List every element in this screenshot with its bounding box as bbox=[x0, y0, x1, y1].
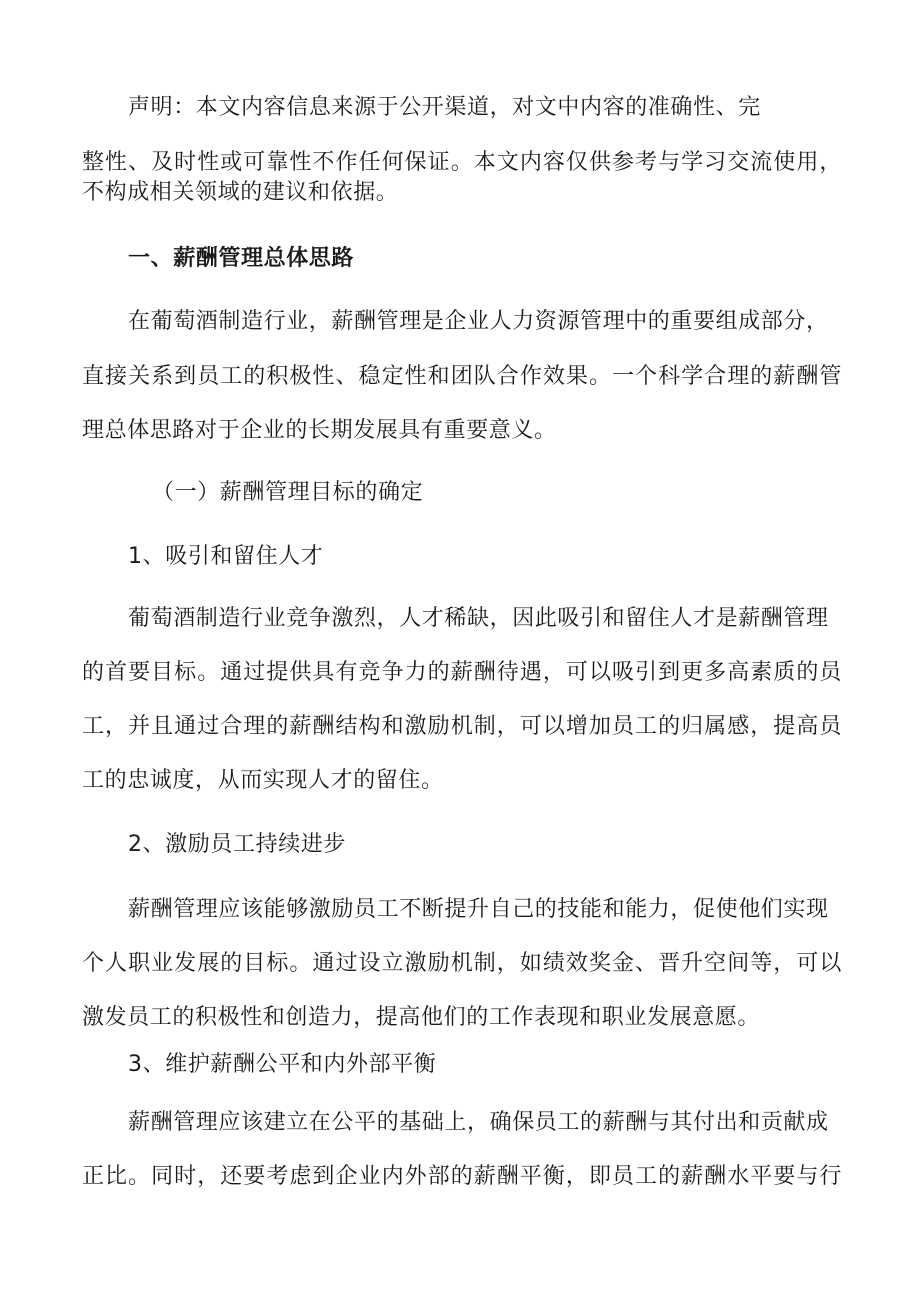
item1-line-4: 工的忠诚度，从而实现人才的留住。 bbox=[82, 768, 444, 793]
intro-line-3: 理总体思路对于企业的长期发展具有重要意义。 bbox=[82, 418, 557, 443]
item1-heading: 1、吸引和留住人才 bbox=[128, 544, 324, 569]
item3-line-1: 薪酬管理应该建立在公平的基础上，确保员工的薪酬与其付出和贡献成 bbox=[128, 1110, 829, 1135]
item3-heading: 3、维护薪酬公平和内外部平衡 bbox=[128, 1052, 437, 1077]
item1-line-3: 工，并且通过合理的薪酬结构和激励机制，可以增加员工的归属感，提高员 bbox=[82, 714, 842, 739]
item2-line-1: 薪酬管理应该能够激励员工不断提升自己的技能和能力，促使他们实现 bbox=[128, 897, 829, 922]
subsection-heading: （一）薪酬管理目标的确定 bbox=[152, 480, 424, 505]
disclaimer-line-3: 不构成相关领域的建议和依据。 bbox=[82, 180, 399, 205]
disclaimer-line-1: 声明：本文内容信息来源于公开渠道，对文中内容的准确性、完 bbox=[128, 95, 761, 120]
item2-line-2: 个人职业发展的目标。通过设立激励机制，如绩效奖金、晋升空间等，可以 bbox=[82, 951, 842, 976]
disclaimer-line-2: 整性、及时性或可靠性不作任何保证。本文内容仅供参考与学习交流使用， bbox=[82, 150, 842, 175]
item3-line-2: 正比。同时，还要考虑到企业内外部的薪酬平衡，即员工的薪酬水平要与行 bbox=[82, 1164, 842, 1189]
item2-heading: 2、激励员工持续进步 bbox=[128, 832, 346, 857]
item1-line-2: 的首要目标。通过提供具有竞争力的薪酬待遇，可以吸引到更多高素质的员 bbox=[82, 660, 842, 685]
intro-line-1: 在葡萄酒制造行业，薪酬管理是企业人力资源管理中的重要组成部分， bbox=[128, 309, 829, 334]
section-heading: 一、薪酬管理总体思路 bbox=[128, 246, 355, 271]
item2-line-3: 激发员工的积极性和创造力，提高他们的工作表现和职业发展意愿。 bbox=[82, 1005, 761, 1030]
intro-line-2: 直接关系到员工的积极性、稳定性和团队合作效果。一个科学合理的薪酬管 bbox=[82, 364, 842, 389]
item1-line-1: 葡萄酒制造行业竞争激烈，人才稀缺，因此吸引和留住人才是薪酬管理 bbox=[128, 606, 829, 631]
